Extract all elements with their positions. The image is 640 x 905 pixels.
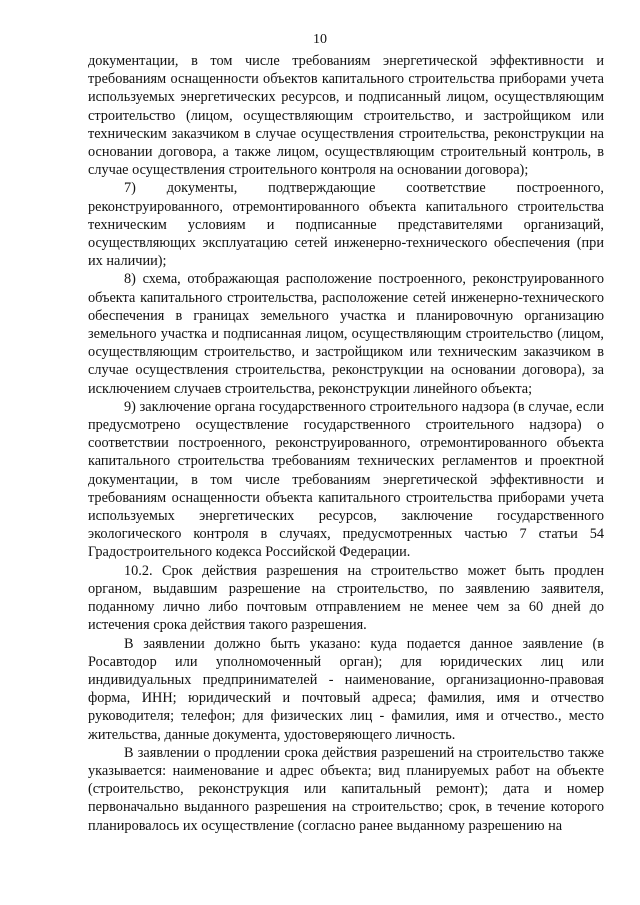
paragraph-10-2: 10.2. Срок действия разрешения на строительство может быть продлен органом, выдавшим разрешение на строительство, по заявлению заявителя, поданному лично либо почтовым отправлением не менее чем за 60 дней до истечения срока действия такого разрешения. xyxy=(88,562,604,634)
page-number: 10 xyxy=(313,32,327,47)
paragraph-extension-request: В заявлении о продлении срока действия разрешений на строительство также указывается: наименование и адрес объекта; вид планируемых работ на объекте (строительство, реконструкция или капитальный ремонт); дата и номер первоначально выданного разрешения на строительство; срок, в течение которого планировалось их осуществление (согласно ранее выданному разрешению на xyxy=(88,744,604,834)
paragraph-application-content: В заявлении должно быть указано: куда подается данное заявление (в Росавтодор или уполномоченный орган); для юридических лиц или индивидуальных предпринимателей - наименование, организационно-правовая форма, ИНН; юридический и почтовый адреса; фамилия, имя и отчество руководителя; телефон; для физических лиц - фамилия, имя и отчество., место жительства, данные документа, удостоверяющего личность. xyxy=(88,635,604,743)
paragraph-item-8: 8) схема, отображающая расположение построенного, реконструированного объекта капитального строительства, расположение сетей инженерно-технического обеспечения в границах земельного участка и планировочную организацию земельного участка и подписанная лицом, осуществляющим строительство (лицом, осуществляющим строительство, и застройщиком или техническим заказчиком в случае осуществления строительства, реконструкции на основании договора), за исключением случаев строительства, реконструкции линейного объекта; xyxy=(88,271,604,397)
paragraph-continuation: документации, в том числе требованиям энергетической эффективности и требованиям оснащенности объектов капитального строительства приборами учета используемых энергетических ресурсов, и подписанный лицом, осуществляющим строительство (лицом, осуществляющим строительство, и застройщиком или техническим заказчиком в случае осуществления строительства, реконструкции на основании договора, а также лицом, осуществляющим строительный контроль, в случае осуществления строительного контроля на основании договора); xyxy=(88,53,604,179)
paragraph-item-7: 7) документы, подтверждающие соответствие построенного, реконструированного, отремонтированного объекта капитального строительства техническим условиям и подписанные представителями организаций, осуществляющих эксплуатацию сетей инженерно-технического обеспечения (при их наличии); xyxy=(88,180,604,270)
document-body xyxy=(88,52,604,835)
paragraph-item-9: 9) заключение органа государственного строительного надзора (в случае, если предусмотрено осуществление государственного строительного надзора) о соответствии построенного, реконструированного, отремонтированного объекта капитального строительства требованиям технических регламентов и проектной документации, в том числе требованиям энергетической эффективности и требованиям оснащенности объекта капитального строительства приборами учета используемых энергетических ресурсов, заключение государственного экологического контроля в случаях, предусмотренных частью 7 статьи 54 Градостроительного кодекса Российской Федерации. xyxy=(88,398,604,561)
